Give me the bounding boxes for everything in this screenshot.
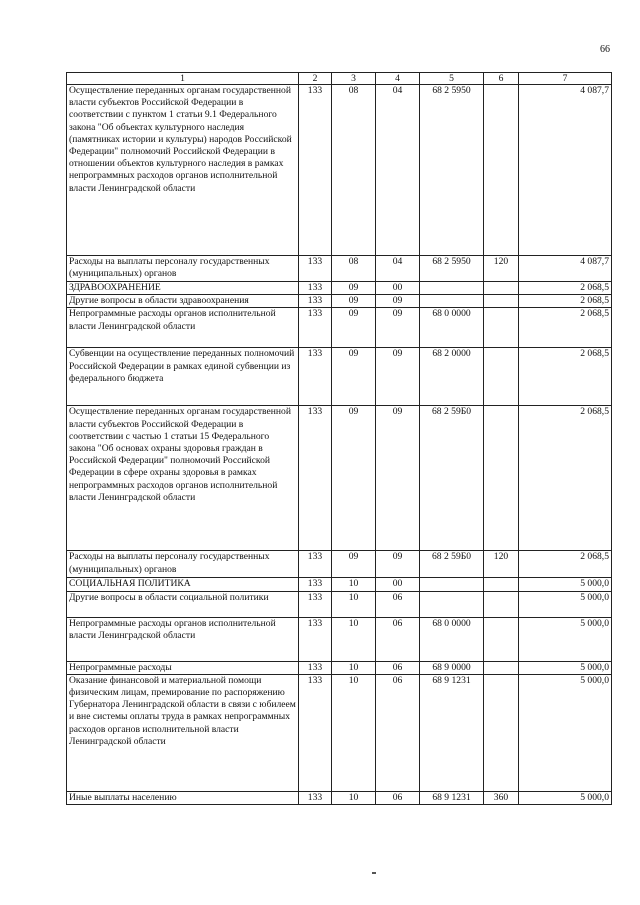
row-expense-type-cell: [484, 308, 519, 348]
row-subsection-cell: 00: [376, 578, 420, 591]
row-code-cell: 133: [299, 551, 332, 578]
row-section-cell: 09: [332, 282, 376, 295]
row-amount-cell: 2 068,5: [519, 295, 612, 308]
row-subsection-cell: 09: [376, 348, 420, 406]
row-target-cell: [420, 282, 484, 295]
row-subsection-cell: 06: [376, 617, 420, 661]
row-target-cell: [420, 295, 484, 308]
table-row: [67, 295, 612, 308]
table-row: [67, 406, 612, 551]
table-row: [67, 791, 612, 804]
row-amount-cell: 2 068,5: [519, 348, 612, 406]
column-header: 5: [420, 73, 484, 85]
row-expense-type-cell: 120: [484, 256, 519, 282]
row-name-cell: Непрограммные расходы: [67, 661, 299, 674]
row-amount-cell: 2 068,5: [519, 406, 612, 551]
row-target-cell: 68 9 1231: [420, 791, 484, 804]
row-subsection-cell: 09: [376, 406, 420, 551]
row-section-cell: 09: [332, 348, 376, 406]
row-code-cell: 133: [299, 348, 332, 406]
table-row: [67, 348, 612, 406]
row-amount-cell: 4 087,7: [519, 85, 612, 256]
column-header: 4: [376, 73, 420, 85]
row-amount-cell: 5 000,0: [519, 617, 612, 661]
row-expense-type-cell: [484, 661, 519, 674]
row-subsection-cell: 09: [376, 295, 420, 308]
row-target-cell: 68 2 5950: [420, 85, 484, 256]
table-row: [67, 674, 612, 791]
row-section-cell: 10: [332, 661, 376, 674]
row-expense-type-cell: [484, 578, 519, 591]
row-code-cell: 133: [299, 617, 332, 661]
row-subsection-cell: 09: [376, 308, 420, 348]
row-amount-cell: 4 087,7: [519, 256, 612, 282]
row-subsection-cell: 00: [376, 282, 420, 295]
row-expense-type-cell: 360: [484, 791, 519, 804]
row-subsection-cell: 04: [376, 256, 420, 282]
row-name-cell: Осуществление переданных органам государственной власти субъектов Российской Федерации в соответствии с частью 1 статьи 15 Федерального закона "Об основах охраны здоровья граждан в Российской Федерации" полномочий Российской Федерации в сфере охраны здоровья в рамках непрограммных расходов органов исполнительной власти Ленинградской области: [67, 406, 299, 551]
row-amount-cell: 5 000,0: [519, 661, 612, 674]
row-code-cell: 133: [299, 791, 332, 804]
row-name-cell: Непрограммные расходы органов исполнительной власти Ленинградской области: [67, 617, 299, 661]
row-expense-type-cell: [484, 295, 519, 308]
row-name-cell: Другие вопросы в области социальной политики: [67, 591, 299, 617]
row-section-cell: 10: [332, 674, 376, 791]
table-row: [67, 578, 612, 591]
row-expense-type-cell: [484, 591, 519, 617]
row-amount-cell: 5 000,0: [519, 591, 612, 617]
table-row: [67, 551, 612, 578]
row-amount-cell: 5 000,0: [519, 578, 612, 591]
row-section-cell: 09: [332, 406, 376, 551]
row-amount-cell: 2 068,5: [519, 282, 612, 295]
row-section-cell: 08: [332, 256, 376, 282]
row-name-cell: Непрограммные расходы органов исполнительной власти Ленинградской области: [67, 308, 299, 348]
page-number: 66: [600, 44, 610, 55]
row-amount-cell: 5 000,0: [519, 674, 612, 791]
column-header: 3: [332, 73, 376, 85]
row-code-cell: 133: [299, 295, 332, 308]
table-row: [67, 282, 612, 295]
row-amount-cell: 2 068,5: [519, 551, 612, 578]
row-code-cell: 133: [299, 282, 332, 295]
row-code-cell: 133: [299, 661, 332, 674]
row-section-cell: 09: [332, 295, 376, 308]
table-row: [67, 308, 612, 348]
row-code-cell: 133: [299, 406, 332, 551]
header-row: [67, 73, 612, 85]
table-row: [67, 85, 612, 256]
budget-table: [66, 72, 612, 805]
row-subsection-cell: 09: [376, 551, 420, 578]
row-amount-cell: 5 000,0: [519, 791, 612, 804]
table-row: [67, 661, 612, 674]
row-code-cell: 133: [299, 674, 332, 791]
row-code-cell: 133: [299, 591, 332, 617]
row-target-cell: 68 9 0000: [420, 661, 484, 674]
row-target-cell: 68 0 0000: [420, 617, 484, 661]
row-expense-type-cell: 120: [484, 551, 519, 578]
row-subsection-cell: 04: [376, 85, 420, 256]
row-expense-type-cell: [484, 406, 519, 551]
row-expense-type-cell: [484, 85, 519, 256]
row-name-cell: Расходы на выплаты персоналу государственных (муниципальных) органов: [67, 256, 299, 282]
row-expense-type-cell: [484, 674, 519, 791]
row-target-cell: 68 2 0000: [420, 348, 484, 406]
row-target-cell: 68 2 5950: [420, 256, 484, 282]
row-section-cell: 09: [332, 308, 376, 348]
row-name-cell: Субвенции на осуществление переданных полномочий Российской Федерации в рамках единой субвенции из федерального бюджета: [67, 348, 299, 406]
row-target-cell: 68 0 0000: [420, 308, 484, 348]
row-name-cell: Другие вопросы в области здравоохранения: [67, 295, 299, 308]
row-name-cell: ЗДРАВООХРАНЕНИЕ: [67, 282, 299, 295]
column-header: 6: [484, 73, 519, 85]
row-code-cell: 133: [299, 308, 332, 348]
row-section-cell: 08: [332, 85, 376, 256]
row-code-cell: 133: [299, 256, 332, 282]
column-header: 7: [519, 73, 612, 85]
row-target-cell: 68 9 1231: [420, 674, 484, 791]
row-amount-cell: 2 068,5: [519, 308, 612, 348]
row-section-cell: 10: [332, 578, 376, 591]
row-target-cell: [420, 578, 484, 591]
row-name-cell: Иные выплаты населению: [67, 791, 299, 804]
row-expense-type-cell: [484, 348, 519, 406]
row-name-cell: Расходы на выплаты персоналу государственных (муниципальных) органов: [67, 551, 299, 578]
column-header: 1: [67, 73, 299, 85]
row-section-cell: 10: [332, 791, 376, 804]
row-subsection-cell: 06: [376, 661, 420, 674]
table-row: [67, 591, 612, 617]
row-target-cell: 68 2 59Б0: [420, 551, 484, 578]
table-row: [67, 256, 612, 282]
table-row: [67, 617, 612, 661]
row-section-cell: 09: [332, 551, 376, 578]
row-code-cell: 133: [299, 85, 332, 256]
row-name-cell: Осуществление переданных органам государственной власти субъектов Российской Федерации в соответствии с пунктом 1 статьи 9.1 Федерального закона "Об объектах культурного наследия (памятниках истории и культуры) народов Российской Федерации" полномочий Российской Федерации в отношении объектов культурного наследия в рамках непрограммных расходов органов исполнительной власти Ленинградской области: [67, 85, 299, 256]
row-name-cell: Оказание финансовой и материальной помощи физическим лицам, премирование по распоряжению Губернатора Ленинградской области в связи с юбилеем и вне системы оплаты труда в рамках непрограммных расходов органов исполнительной власти Ленинградской области: [67, 674, 299, 791]
page-mark: [372, 872, 376, 874]
row-target-cell: 68 2 59Б0: [420, 406, 484, 551]
row-subsection-cell: 06: [376, 674, 420, 791]
row-section-cell: 10: [332, 617, 376, 661]
row-name-cell: СОЦИАЛЬНАЯ ПОЛИТИКА: [67, 578, 299, 591]
row-subsection-cell: 06: [376, 591, 420, 617]
row-expense-type-cell: [484, 617, 519, 661]
row-expense-type-cell: [484, 282, 519, 295]
row-target-cell: [420, 591, 484, 617]
row-code-cell: 133: [299, 578, 332, 591]
row-section-cell: 10: [332, 591, 376, 617]
row-subsection-cell: 06: [376, 791, 420, 804]
column-header: 2: [299, 73, 332, 85]
